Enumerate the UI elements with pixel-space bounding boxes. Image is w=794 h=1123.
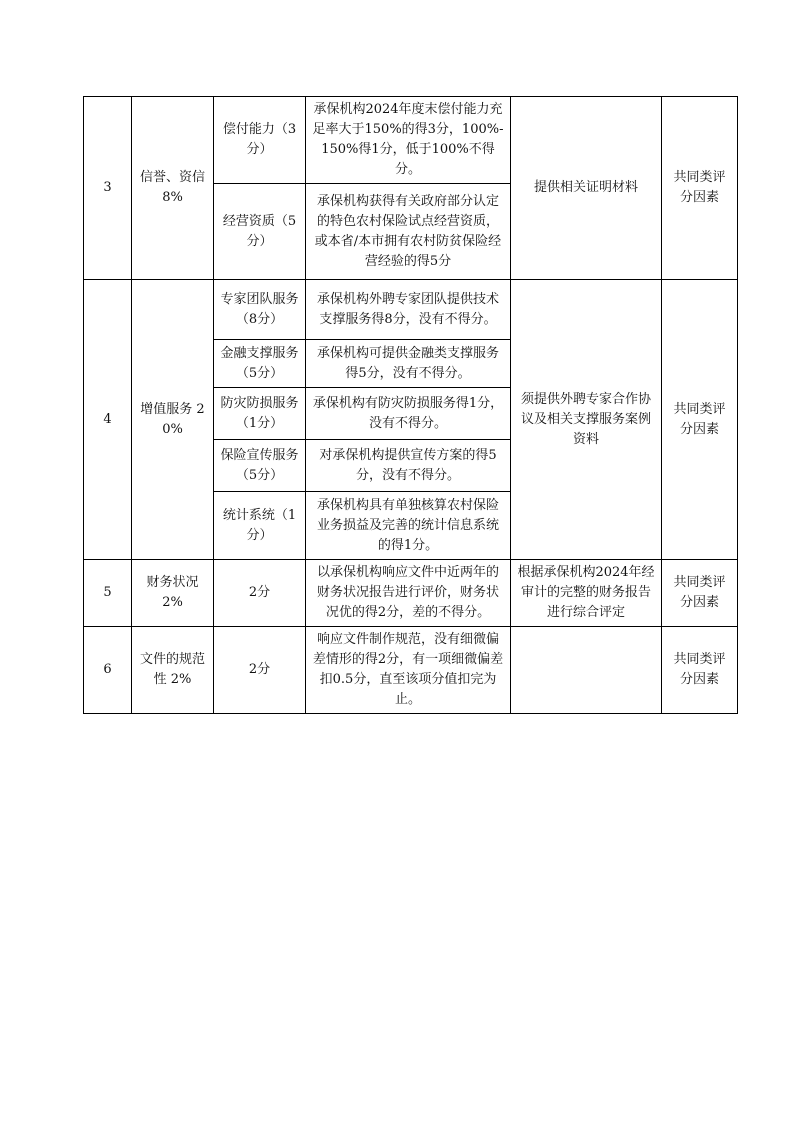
- table-row: [84, 97, 738, 184]
- factor-type-cell: 共同类评分因素: [662, 97, 738, 280]
- factor-type-cell: 共同类评分因素: [662, 280, 738, 560]
- description-cell: 承保机构有防灾防损服务得1分，没有不得分。: [306, 388, 511, 440]
- sub-item-cell: 保险宣传服务（5分）: [214, 440, 306, 492]
- table-row: [84, 627, 738, 714]
- factor-type-cell: 共同类评分因素: [662, 560, 738, 627]
- row-number: 5: [84, 560, 132, 627]
- sub-item-cell: 偿付能力（3分）: [214, 97, 306, 184]
- description-cell: 承保机构2024年度末偿付能力充足率大于150%的得3分，100%-150%得1分，低于100%不得分。: [306, 97, 511, 184]
- sub-item-cell: 防灾防损服务（1分）: [214, 388, 306, 440]
- score-cell: 2分: [214, 560, 306, 627]
- description-cell: 承保机构具有单独核算农村保险业务损益及完善的统计信息系统的得1分。: [306, 492, 511, 560]
- score-cell: 2分: [214, 627, 306, 714]
- evidence-cell: 根据承保机构2024年经审计的完整的财务报告进行综合评定: [511, 560, 662, 627]
- scoring-table: [83, 96, 738, 714]
- criterion-cell: 增值服务 20%: [132, 280, 214, 560]
- table-row: [84, 560, 738, 627]
- table-row: [84, 280, 738, 340]
- evidence-cell: 提供相关证明材料: [511, 97, 662, 280]
- sub-item-cell: 专家团队服务（8分）: [214, 280, 306, 340]
- evidence-cell: [511, 627, 662, 714]
- factor-type-cell: 共同类评分因素: [662, 627, 738, 714]
- criterion-cell: 信誉、资信 8%: [132, 97, 214, 280]
- criterion-cell: 文件的规范性 2%: [132, 627, 214, 714]
- row-number: 6: [84, 627, 132, 714]
- criterion-cell: 财务状况 2%: [132, 560, 214, 627]
- description-cell: 以承保机构响应文件中近两年的财务状况报告进行评价，财务状况优的得2分，差的不得分。: [306, 560, 511, 627]
- sub-item-cell: 经营资质（5分）: [214, 184, 306, 280]
- sub-item-cell: 统计系统（1分）: [214, 492, 306, 560]
- description-cell: 响应文件制作规范，没有细微偏差情形的得2分，有一项细微偏差扣0.5分，直至该项分值扣完为止。: [306, 627, 511, 714]
- description-cell: 承保机构获得有关政府部分认定的特色农村保险试点经营资质，或本省/本市拥有农村防贫保险经营经验的得5分: [306, 184, 511, 280]
- description-cell: 承保机构可提供金融类支撑服务得5分，没有不得分。: [306, 340, 511, 388]
- description-cell: 承保机构外聘专家团队提供技术支撑服务得8分，没有不得分。: [306, 280, 511, 340]
- row-number: 4: [84, 280, 132, 560]
- evidence-cell: 须提供外聘专家合作协议及相关支撑服务案例资料: [511, 280, 662, 560]
- sub-item-cell: 金融支撑服务（5分）: [214, 340, 306, 388]
- row-number: 3: [84, 97, 132, 280]
- description-cell: 对承保机构提供宣传方案的得5分，没有不得分。: [306, 440, 511, 492]
